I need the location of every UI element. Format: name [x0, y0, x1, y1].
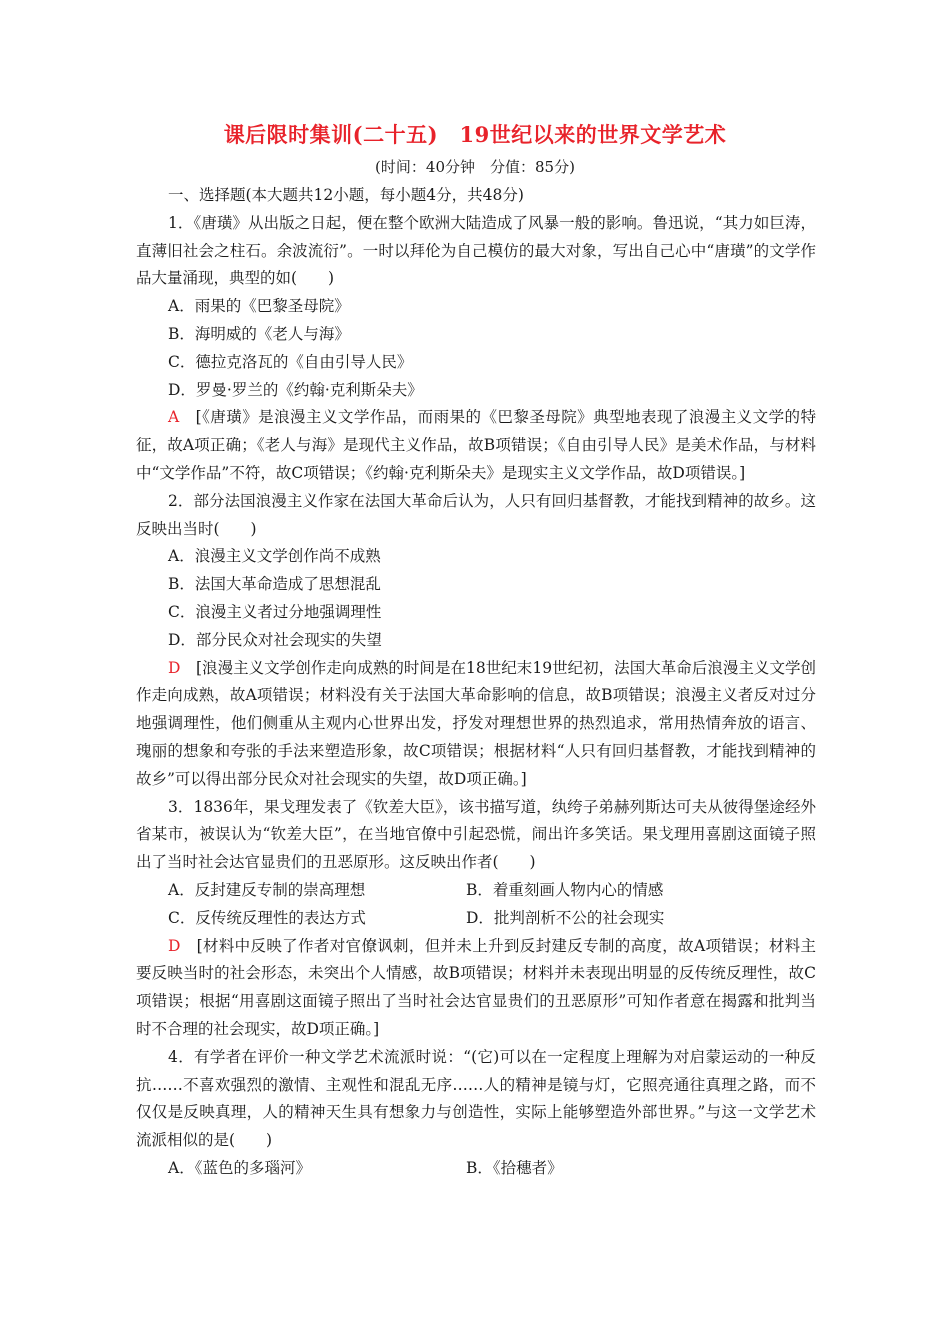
option: B．法国大革命造成了思想混乱 — [168, 575, 381, 594]
option: B．《拾穗者》 — [466, 1158, 563, 1177]
option: D．批判剖析不公的社会现实 — [466, 908, 665, 927]
answer-letter: D — [168, 658, 181, 677]
option: A．反封建反专制的崇高理想 — [168, 880, 366, 899]
option: C．德拉克洛瓦的《自由引导人民》 — [168, 352, 413, 371]
answer-explanation — [136, 655, 816, 794]
option: B．着重刻画人物内心的情感 — [466, 880, 664, 899]
answer-explanation — [136, 933, 816, 1044]
option: C．浪漫主义者过分地强调理性 — [168, 602, 382, 621]
option: D．罗曼·罗兰的《约翰·克利斯朵夫》 — [168, 380, 423, 399]
option: A．《蓝色的多瑙河》 — [168, 1158, 311, 1177]
option: D．部分民众对社会现实的失望 — [168, 630, 382, 649]
explanation-text: [材料中反映了作者对官僚讽刺，但并未上升到反封建反专制的高度，故A项错误；材料主要反映当时的社会形态，未突出个人情感，故B项错误；材料并未表现出明显的反传统反理性，故C项错误；根据“用喜剧这面镜子照出了当时社会达官显贵们的丑恶原形”可知作者意在揭露和批判当时不合理的社会现实，故D项正确。] — [136, 936, 816, 1038]
option: A．雨果的《巴黎圣母院》 — [168, 297, 350, 316]
option-row — [136, 1155, 816, 1183]
answer-letter: D — [168, 936, 181, 955]
section-heading: 一、选择题(本大题共12小题，每小题4分，共48分) — [168, 186, 524, 204]
question-stem: 2．部分法国浪漫主义作家在法国大革命后认为，人只有回归基督教，才能找到精神的故乡。这反映出当时( ) — [136, 491, 816, 538]
document-body — [136, 182, 816, 1183]
explanation-text: [浪漫主义文学创作走向成熟的时间是在18世纪末19世纪初，法国大革命后浪漫主义文学创作走向成熟，故A项错误；材料没有关于法国大革命影响的信息，故B项错误；浪漫主义者反对过分地强调理性，他们侧重从主观内心世界出发，抒发对理想世界的热烈追求，常用热情奔放的语言、瑰丽的想象和夸张的手法来塑造形象，故C项错误；根据材料“人只有回归基督教，才能找到精神的故乡”可以得出部分民众对社会现实的失望，故D项正确。] — [136, 658, 816, 788]
answer-explanation — [136, 404, 816, 487]
time-score-info: (时间：40分钟 分值：85分) — [375, 158, 575, 176]
option: B．海明威的《老人与海》 — [168, 324, 350, 343]
answer-letter: A — [168, 408, 180, 427]
option-row — [136, 905, 816, 933]
question-stem: 3．1836年，果戈理发表了《钦差大臣》，该书描写道，纨绔子弟赫列斯达可夫从彼得堡途经外省某市，被误认为“钦差大臣”，在当地官僚中引起恐慌，闹出许多笑话。果戈理用喜剧这面镜子照出了当时社会达官显贵们的丑恶原形。这反映出作者( ) — [136, 797, 816, 872]
option-row — [136, 877, 816, 905]
explanation-text: [《唐璜》是浪漫主义文学作品，而雨果的《巴黎圣母院》典型地表现了浪漫主义文学的特征，故A项正确；《老人与海》是现代主义作品，故B项错误；《自由引导人民》是美术作品，与材料中“文学作品”不符，故C项错误；《约翰·克利斯朵夫》是现实主义文学作品，故D项错误。] — [136, 408, 816, 482]
page-title: 课后限时集训(二十五) 19世纪以来的世界文学艺术 — [223, 122, 727, 147]
option: A．浪漫主义文学创作尚不成熟 — [168, 547, 381, 566]
question-stem: 1．《唐璜》从出版之日起，便在整个欧洲大陆造成了风暴一般的影响。鲁迅说，“其力如巨涛，直薄旧社会之柱石。余波流衍”。一时以拜伦为自己模仿的最大对象，写出自己心中“唐璜”的文学作品大量涌现，典型的如( ) — [136, 213, 816, 288]
question-stem: 4．有学者在评价一种文学艺术流派时说：“(它)可以在一定程度上理解为对启蒙运动的一种反抗……不喜欢强烈的激情、主观性和混乱无序……人的精神是镜与灯，它照亮通往真理之路，而不仅仅是反映真理，人的精神天生具有想象力与创造性，实际上能够塑造外部世界。”与这一文学艺术流派相似的是( ) — [136, 1047, 816, 1150]
option: C．反传统反理性的表达方式 — [168, 908, 366, 927]
